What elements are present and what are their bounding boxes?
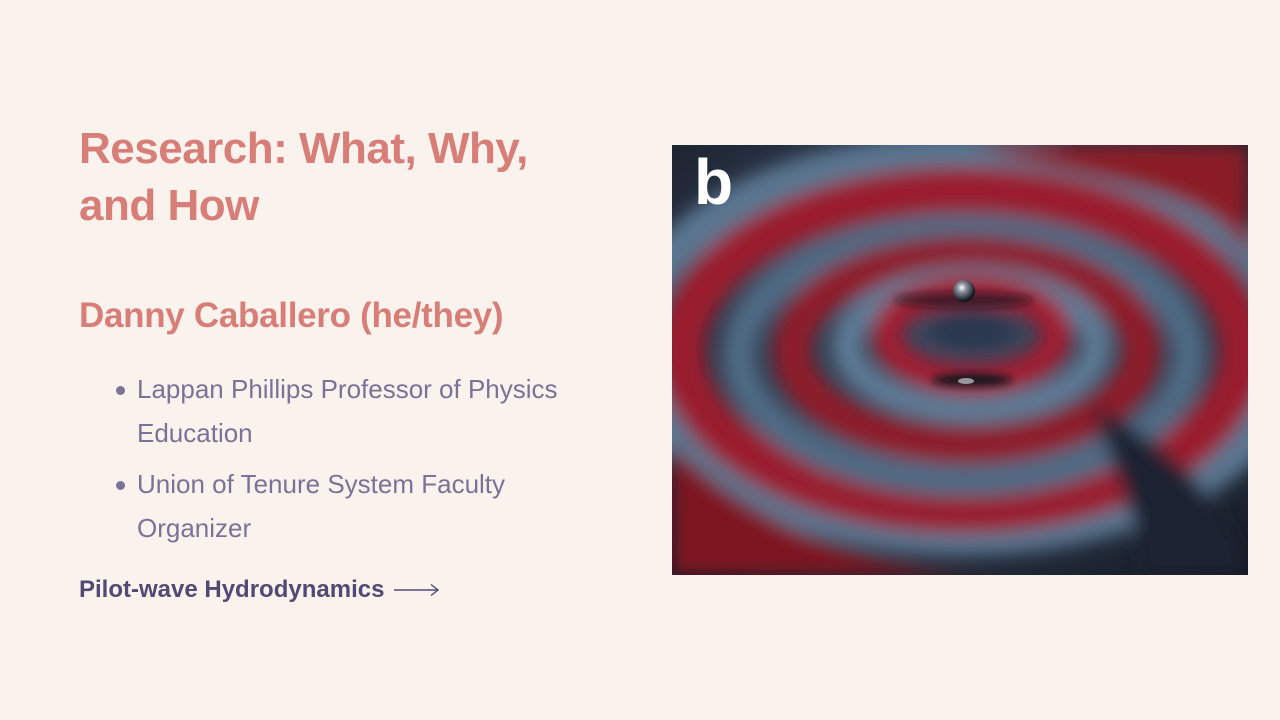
logo-b: b — [694, 146, 734, 218]
water-ripple-image — [672, 145, 1248, 575]
slide-title: Research: What, Why, and How — [79, 124, 528, 230]
bullet-dot-icon — [116, 481, 125, 490]
ripple-photo — [672, 145, 1248, 575]
bullet-text: Lappan Phillips Professor of Physics Education — [137, 374, 558, 448]
bullet-text: Union of Tenure System Faculty Organizer — [137, 469, 506, 543]
list-item — [137, 463, 579, 550]
long-arrow-right-icon — [394, 576, 440, 604]
link-label: Pilot-wave Hydrodynamics — [79, 576, 385, 603]
list-item — [137, 368, 579, 455]
water-droplet — [953, 280, 975, 302]
bullet-list — [79, 368, 579, 550]
speaker-name: Danny Caballero (he/they) — [79, 296, 504, 335]
text-column — [79, 120, 579, 604]
pilot-wave-link[interactable] — [79, 576, 440, 604]
bullet-dot-icon — [116, 386, 125, 395]
